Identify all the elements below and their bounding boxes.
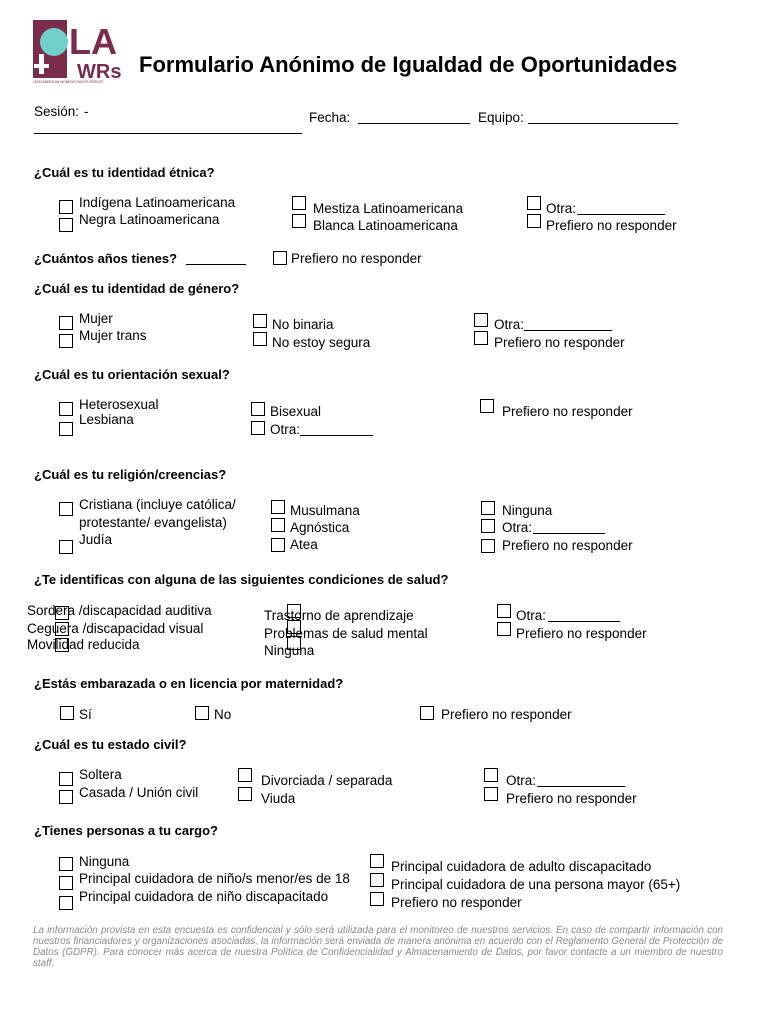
checkbox-nino-discapacitado[interactable] — [59, 896, 73, 910]
option-edad-prefiero: Prefiero no responder — [291, 251, 422, 266]
checkbox-movilidad[interactable] — [55, 638, 69, 652]
checkbox-lesbiana[interactable] — [59, 422, 73, 436]
religion-otra-field[interactable] — [533, 533, 605, 534]
option-musulmana: Musulmana — [290, 503, 360, 518]
option-cristiana: Cristiana (incluye católica/ — [79, 497, 236, 512]
checkbox-civil-prefiero[interactable] — [484, 787, 498, 801]
option-cargo-prefiero: Prefiero no responder — [391, 895, 522, 910]
checkbox-ceguera[interactable] — [55, 622, 69, 636]
logo-graphic — [33, 20, 125, 84]
option-no-binaria: No binaria — [272, 317, 334, 332]
option-bisexual: Bisexual — [270, 404, 322, 419]
checkbox-si[interactable] — [60, 706, 74, 720]
checkbox-civil-otra[interactable] — [484, 768, 498, 782]
checkbox-agnostica[interactable] — [271, 518, 285, 532]
sesion-label: Sesión: — [34, 104, 80, 119]
option-salud-otra: Otra: — [516, 608, 547, 623]
checkbox-genero-prefiero[interactable] — [474, 331, 488, 345]
question-marital: ¿Cuál es tu estado civil? — [34, 737, 187, 752]
option-cargo-ninguna: Ninguna — [79, 854, 130, 869]
fecha-label: Fecha: — [309, 110, 351, 125]
option-nino-menor: Principal cuidadora de niño/s menor/es de 18 — [79, 871, 350, 886]
option-mujer: Mujer — [79, 311, 113, 326]
checkbox-religion-ninguna[interactable] — [481, 501, 495, 515]
option-no: No — [214, 707, 232, 722]
orientacion-otra-field[interactable] — [300, 435, 373, 436]
option-salud-mental: Problemas de salud mental — [264, 626, 428, 641]
logo-text-la: LA — [69, 21, 117, 62]
option-religion-prefiero: Prefiero no responder — [502, 538, 633, 553]
option-soltera: Soltera — [79, 767, 122, 782]
checkbox-salud-ninguna[interactable] — [287, 636, 301, 650]
option-genero-prefiero: Prefiero no responder — [494, 335, 625, 350]
option-blanca: Blanca Latinoamericana — [313, 218, 458, 233]
checkbox-no-binaria[interactable] — [253, 314, 267, 328]
sesion-mark: - — [84, 104, 89, 119]
checkbox-casada[interactable] — [59, 790, 73, 804]
page-title: Formulario Anónimo de Igualdad de Oportunidades — [139, 52, 678, 77]
option-aprendizaje: Trastorno de aprendizaje — [264, 608, 414, 623]
question-orientation: ¿Cuál es tu orientación sexual? — [34, 367, 230, 382]
checkbox-blanca[interactable] — [292, 214, 306, 228]
question-gender: ¿Cuál es tu identidad de género? — [34, 281, 240, 296]
option-cristiana-cont: protestante/ evangelista) — [79, 515, 227, 530]
option-sordera: Sordera /discapacidad auditiva — [27, 603, 212, 618]
question-dependents: ¿Tienes personas a tu cargo? — [34, 823, 218, 838]
checkbox-embarazo-prefiero[interactable] — [420, 706, 434, 720]
option-heterosexual: Heterosexual — [79, 397, 159, 412]
option-judia: Judía — [79, 532, 113, 547]
option-salud-ninguna: Ninguna — [264, 643, 315, 658]
option-mujer-trans: Mujer trans — [79, 328, 147, 343]
checkbox-viuda[interactable] — [238, 787, 252, 801]
checkbox-etnia-prefiero[interactable] — [527, 214, 541, 228]
checkbox-bisexual[interactable] — [251, 402, 265, 416]
checkbox-etnia-otra[interactable] — [527, 196, 541, 210]
option-orientacion-otra: Otra: — [270, 422, 301, 437]
option-adulto-discapacitado: Principal cuidadora de adulto discapacitado — [391, 859, 652, 874]
logo-tagline: LATIN AMERICAN WOMEN'S RIGHTS SERVICE — [33, 80, 104, 84]
sesion-field[interactable] — [34, 133, 302, 134]
option-etnia-otra: Otra: — [546, 201, 577, 216]
option-salud-prefiero: Prefiero no responder — [516, 626, 647, 641]
question-health: ¿Te identificas con alguna de las siguientes condiciones de salud? — [34, 572, 449, 587]
checkbox-orientacion-otra[interactable] — [251, 421, 265, 435]
checkbox-no[interactable] — [195, 706, 209, 720]
checkbox-cargo-ninguna[interactable] — [59, 857, 73, 871]
equipo-label: Equipo: — [478, 110, 524, 125]
option-casada: Casada / Unión civil — [79, 785, 199, 800]
checkbox-mujer[interactable] — [59, 316, 73, 330]
question-pregnancy: ¿Estás embarazada o en licencia por maternidad? — [34, 676, 344, 691]
logo-text-wrs: WRs — [77, 61, 122, 83]
option-religion-ninguna: Ninguna — [502, 503, 553, 518]
option-orientacion-prefiero: Prefiero no responder — [502, 404, 633, 419]
checkbox-divorciada[interactable] — [238, 768, 252, 782]
checkbox-mujer-trans[interactable] — [59, 334, 73, 348]
option-persona-mayor: Principal cuidadora de una persona mayor (65+) — [391, 877, 681, 892]
checkbox-cargo-prefiero[interactable] — [370, 892, 384, 906]
option-ceguera: Ceguera /discapacidad visual — [27, 621, 204, 636]
option-indigena: Indígena Latinoamericana — [79, 195, 236, 210]
option-viuda: Viuda — [261, 791, 296, 806]
option-lesbiana: Lesbiana — [79, 412, 134, 427]
question-religion: ¿Cuál es tu religión/creencias? — [34, 467, 227, 482]
salud-otra-field[interactable] — [548, 621, 620, 622]
option-civil-prefiero: Prefiero no responder — [506, 791, 637, 806]
option-etnia-prefiero: Prefiero no responder — [546, 218, 677, 233]
checkbox-heterosexual[interactable] — [59, 402, 73, 416]
checkbox-religion-otra[interactable] — [481, 519, 495, 533]
checkbox-musulmana[interactable] — [271, 500, 285, 514]
checkbox-aprendizaje[interactable] — [287, 604, 301, 618]
checkbox-persona-mayor[interactable] — [370, 873, 384, 887]
checkbox-edad-prefiero[interactable] — [273, 251, 287, 265]
checkbox-salud-prefiero[interactable] — [497, 622, 511, 636]
checkbox-salud-mental[interactable] — [287, 620, 301, 634]
option-atea: Atea — [290, 537, 318, 552]
checkbox-indigena[interactable] — [59, 200, 73, 214]
option-movilidad: Movilidad reducida — [27, 637, 140, 652]
age-field[interactable] — [186, 264, 246, 265]
checkbox-religion-prefiero[interactable] — [481, 539, 495, 553]
option-negra: Negra Latinoamericana — [79, 212, 220, 227]
checkbox-genero-otra[interactable] — [474, 313, 488, 327]
checkbox-sordera[interactable] — [55, 606, 69, 620]
option-nino-discapacitado: Principal cuidadora de niño discapacitado — [79, 889, 329, 904]
checkbox-soltera[interactable] — [59, 772, 73, 786]
question-ethnicity: ¿Cuál es tu identidad étnica? — [34, 165, 215, 180]
equipo-field[interactable] — [528, 123, 678, 124]
option-civil-otra: Otra: — [506, 773, 537, 788]
option-embarazo-prefiero: Prefiero no responder — [441, 707, 572, 722]
option-mestiza: Mestiza Latinoamericana — [313, 201, 464, 216]
checkbox-mestiza[interactable] — [292, 196, 306, 210]
checkbox-nino-menor[interactable] — [59, 876, 73, 890]
etnia-otra-field[interactable] — [577, 214, 665, 215]
option-genero-otra: Otra: — [494, 317, 525, 332]
fecha-field[interactable] — [358, 123, 470, 124]
logo — [33, 20, 125, 84]
option-divorciada: Divorciada / separada — [261, 773, 393, 788]
checkbox-atea[interactable] — [271, 538, 285, 552]
civil-otra-field[interactable] — [537, 786, 625, 787]
genero-otra-field[interactable] — [524, 330, 612, 331]
checkbox-negra[interactable] — [59, 218, 73, 232]
option-agnostica: Agnóstica — [290, 520, 350, 535]
checkbox-salud-otra[interactable] — [497, 604, 511, 618]
option-no-segura: No estoy segura — [272, 335, 371, 350]
checkbox-adulto-discapacitado[interactable] — [370, 854, 384, 868]
checkbox-cristiana[interactable] — [59, 502, 73, 516]
checkbox-orientacion-prefiero[interactable] — [480, 399, 494, 413]
checkbox-judia[interactable] — [59, 540, 73, 554]
question-age: ¿Cuántos años tienes? — [34, 251, 178, 266]
privacy-notice: La información provista en esta encuesta es confidencial y sólo será utilizada para el monitoreo de nuestros servicios. En caso de compartir información con nuestros financiadores y organizaciones asociadas, la información será enviada de manera anónima en acuerdo con el Reglamento General de Protección de Datos (GDPR). Para conocer más acerca de nuestra Política de Confidencialidad y Almacenamiento de Datos, por favor contacte a un miembro de nuestro staff. — [33, 925, 723, 969]
option-religion-otra: Otra: — [502, 520, 533, 535]
checkbox-no-segura[interactable] — [253, 332, 267, 346]
option-si: Sí — [79, 707, 92, 722]
